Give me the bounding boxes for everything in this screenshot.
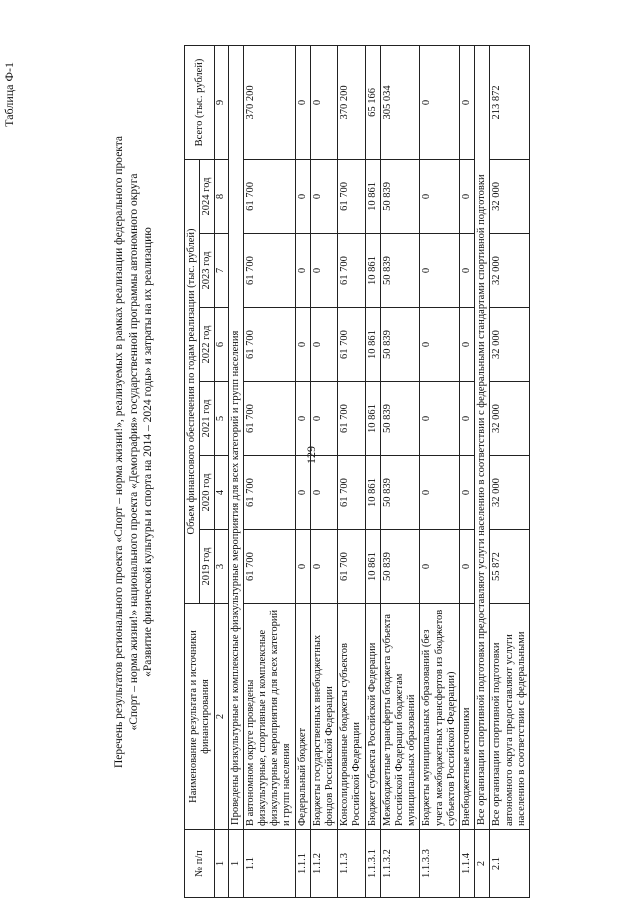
year-value: 50 839 bbox=[380, 308, 420, 382]
year-value: 0 bbox=[310, 456, 337, 530]
year-value: 10 861 bbox=[365, 234, 380, 308]
year-value: 0 bbox=[460, 382, 475, 456]
year-value: 61 700 bbox=[338, 530, 365, 604]
header-name: Наименование результата и источники финансирования bbox=[185, 604, 215, 830]
column-number: 8 bbox=[215, 159, 228, 233]
year-value: 32 000 bbox=[490, 234, 530, 308]
year-value: 50 839 bbox=[380, 530, 420, 604]
year-value: 61 700 bbox=[243, 308, 295, 382]
year-value: 50 839 bbox=[380, 382, 420, 456]
year-value: 61 700 bbox=[338, 234, 365, 308]
row-number: 1.1.3.3 bbox=[420, 830, 460, 898]
year-value: 32 000 bbox=[490, 456, 530, 530]
section-title: Все организации спортивной подготовки предоставляют услуги населению в соответствии с федеральными стандартами спортивной подготовки bbox=[475, 45, 490, 829]
row-number: 2 bbox=[475, 830, 490, 898]
table-row bbox=[310, 45, 337, 897]
year-value: 50 839 bbox=[380, 456, 420, 530]
row-name: В автономном округе проведены физкультурные, спортивные и комплексные физкультурные мероприятия для всех категорий и групп населения bbox=[243, 604, 295, 830]
rotated-page bbox=[0, 42, 638, 902]
year-value: 61 700 bbox=[243, 234, 295, 308]
year-value: 61 700 bbox=[338, 159, 365, 233]
year-value: 61 700 bbox=[338, 456, 365, 530]
row-name: Межбюджетные трансферты бюджета субъекта Российской Федерации бюджетам муниципальных образований bbox=[380, 604, 420, 830]
column-number: 3 bbox=[215, 530, 228, 604]
year-value: 0 bbox=[295, 308, 310, 382]
header-year: 2019 год bbox=[200, 530, 215, 604]
year-value: 61 700 bbox=[243, 456, 295, 530]
year-value: 61 700 bbox=[338, 382, 365, 456]
year-value: 61 700 bbox=[243, 530, 295, 604]
header-year: 2023 год bbox=[200, 234, 215, 308]
document-heading bbox=[112, 122, 156, 782]
year-value: 10 861 bbox=[365, 382, 380, 456]
year-value: 0 bbox=[460, 456, 475, 530]
column-number: 4 bbox=[215, 456, 228, 530]
column-number: 1 bbox=[215, 830, 228, 898]
year-value: 0 bbox=[295, 382, 310, 456]
year-value: 61 700 bbox=[243, 159, 295, 233]
table-row bbox=[460, 45, 475, 897]
year-value: 61 700 bbox=[243, 382, 295, 456]
year-value: 0 bbox=[420, 308, 460, 382]
year-value: 0 bbox=[295, 530, 310, 604]
row-number: 1.1.4 bbox=[460, 830, 475, 898]
year-value: 0 bbox=[420, 530, 460, 604]
table-row bbox=[490, 45, 530, 897]
year-value: 0 bbox=[295, 234, 310, 308]
table-body bbox=[228, 45, 529, 897]
header-total: Всего (тыс. рублей) bbox=[185, 45, 215, 159]
heading-line: «Развитие физической культуры и спорта на 2014 – 2024 годы» и затраты на их реализацию bbox=[142, 227, 154, 677]
year-value: 50 839 bbox=[380, 159, 420, 233]
row-name: Бюджеты государственных внебюджетных фондов Российской Федерации bbox=[310, 604, 337, 830]
year-value: 10 861 bbox=[365, 308, 380, 382]
heading-line: «Спорт – норма жизни!» национального проекта «Демография» государственной программы автономного округа bbox=[127, 173, 140, 731]
column-number: 6 bbox=[215, 308, 228, 382]
page-number: 129 bbox=[304, 446, 318, 464]
year-value: 32 000 bbox=[490, 308, 530, 382]
year-value: 0 bbox=[460, 159, 475, 233]
year-value: 0 bbox=[420, 382, 460, 456]
row-number: 1 bbox=[228, 830, 243, 898]
header-volume: Объем финансового обеспечения по годам реализации (тыс. рублей) bbox=[185, 159, 200, 603]
year-value: 0 bbox=[310, 159, 337, 233]
section-title: Проведены физкультурные и комплексные физкультурные мероприятия для всех категорий и групп населения bbox=[228, 45, 243, 829]
financing-table bbox=[184, 45, 530, 898]
row-name: Федеральный бюджет bbox=[295, 604, 310, 830]
total-value: 305 034 bbox=[380, 45, 420, 159]
year-value: 55 872 bbox=[490, 530, 530, 604]
table-row bbox=[338, 45, 365, 897]
row-number: 1.1.2 bbox=[310, 830, 337, 898]
table-row bbox=[295, 45, 310, 897]
year-value: 0 bbox=[295, 456, 310, 530]
year-value: 61 700 bbox=[338, 308, 365, 382]
total-value: 0 bbox=[310, 45, 337, 159]
year-value: 10 861 bbox=[365, 530, 380, 604]
row-number: 2.1 bbox=[490, 830, 530, 898]
total-value: 0 bbox=[295, 45, 310, 159]
total-value: 0 bbox=[460, 45, 475, 159]
year-value: 10 861 bbox=[365, 159, 380, 233]
section-row bbox=[475, 45, 490, 897]
row-number: 1.1.3.1 bbox=[365, 830, 380, 898]
year-value: 0 bbox=[420, 456, 460, 530]
row-name: Бюджет субъекта Российской Федерации bbox=[365, 604, 380, 830]
header-year: 2020 год bbox=[200, 456, 215, 530]
year-value: 0 bbox=[460, 234, 475, 308]
year-value: 32 000 bbox=[490, 159, 530, 233]
year-value: 0 bbox=[460, 308, 475, 382]
year-value: 0 bbox=[310, 382, 337, 456]
column-number: 7 bbox=[215, 234, 228, 308]
year-value: 0 bbox=[420, 159, 460, 233]
year-value: 0 bbox=[295, 159, 310, 233]
total-value: 370 200 bbox=[338, 45, 365, 159]
column-number: 2 bbox=[215, 604, 228, 830]
row-name: Все организации спортивной подготовки автономного округа предоставляют услуги населению в соответствии с федеральными bbox=[490, 604, 530, 830]
year-value: 50 839 bbox=[380, 234, 420, 308]
row-name: Внебюджетные источники bbox=[460, 604, 475, 830]
table-row bbox=[365, 45, 380, 897]
header-num: № п/п bbox=[185, 830, 215, 898]
header-year: 2022 год bbox=[200, 308, 215, 382]
heading-line: Перечень результатов регионального проекта «Спорт – норма жизни!», реализуемых в рамках реализации федерального проекта bbox=[113, 135, 125, 769]
column-number: 5 bbox=[215, 382, 228, 456]
year-value: 0 bbox=[310, 308, 337, 382]
column-number: 9 bbox=[215, 45, 228, 159]
total-value: 370 200 bbox=[243, 45, 295, 159]
header-year: 2024 год bbox=[200, 159, 215, 233]
header-year: 2021 год bbox=[200, 382, 215, 456]
table-label: Таблица Ф-1 bbox=[2, 62, 16, 127]
section-row bbox=[228, 45, 243, 897]
year-value: 0 bbox=[310, 530, 337, 604]
total-value: 0 bbox=[420, 45, 460, 159]
row-number: 1.1 bbox=[243, 830, 295, 898]
row-number: 1.1.3 bbox=[338, 830, 365, 898]
year-value: 0 bbox=[420, 234, 460, 308]
year-value: 32 000 bbox=[490, 382, 530, 456]
year-value: 10 861 bbox=[365, 456, 380, 530]
row-name: Бюджеты муниципальных образований (без учета межбюджетных трансфертов из бюджетов субъектов Российской Федерации) bbox=[420, 604, 460, 830]
total-value: 65 166 bbox=[365, 45, 380, 159]
table-row bbox=[380, 45, 420, 897]
year-value: 0 bbox=[460, 530, 475, 604]
row-number: 1.1.3.2 bbox=[380, 830, 420, 898]
row-number: 1.1.1 bbox=[295, 830, 310, 898]
year-value: 0 bbox=[310, 234, 337, 308]
table-row bbox=[420, 45, 460, 897]
row-name: Консолидированные бюджеты субъектов Российской Федерации bbox=[338, 604, 365, 830]
table-row bbox=[243, 45, 295, 897]
total-value: 213 872 bbox=[490, 45, 530, 159]
